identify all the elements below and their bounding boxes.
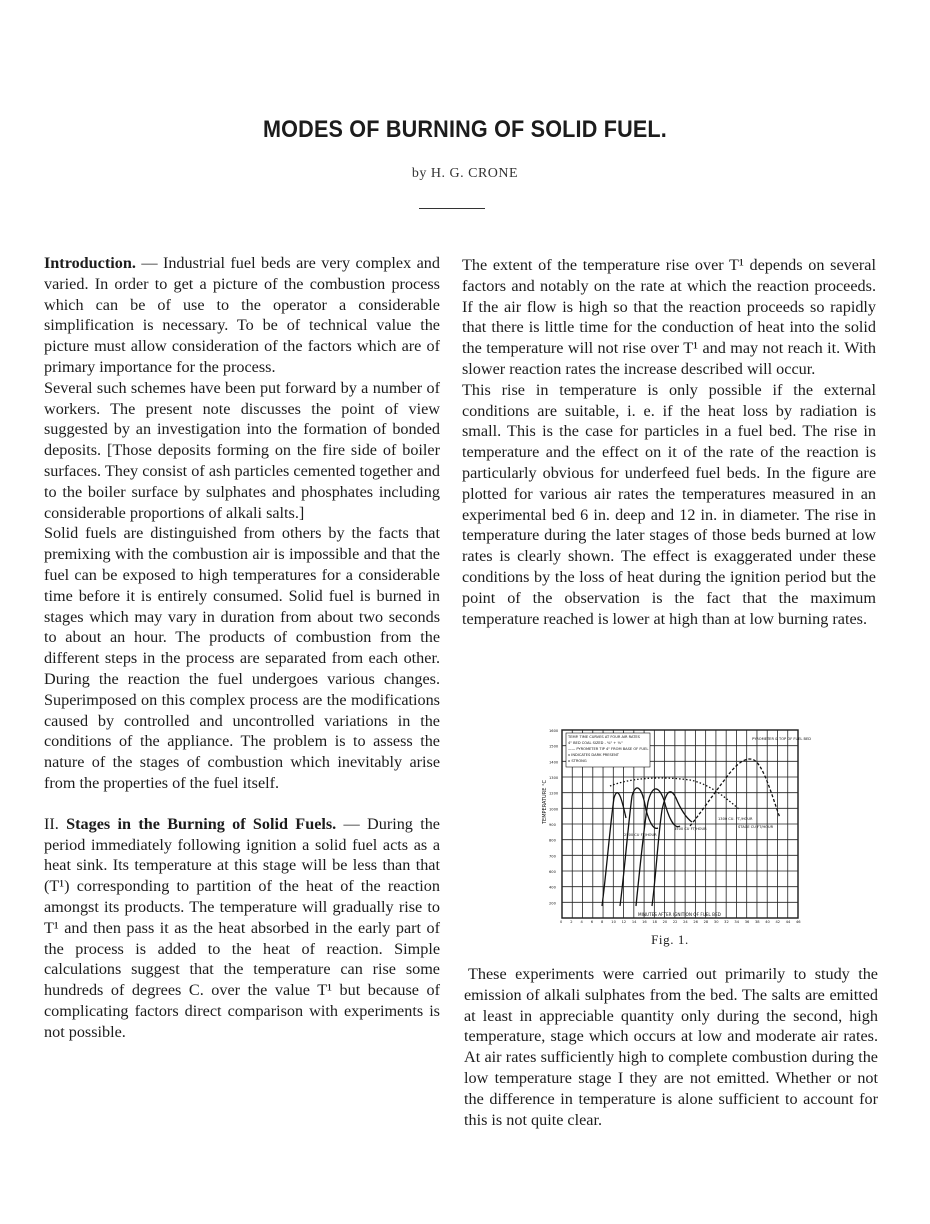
x-tick-labels [560, 920, 801, 924]
title-divider [419, 208, 485, 209]
x-tick-label: 12 [621, 920, 627, 924]
annotation-stage: STAGE CU FT/HOUR [738, 825, 774, 829]
section-2-text: — During the period immediately following ignition a solid fuel acts as a heat sink. Its temperature at this stage will be less than that (T¹) corresponding to partition of the heat of the reaction amongst its products. The temperature will gradually rise to T¹ and then pass it as the heat absorbed in the early part of the process is added to the heat of reaction. Simple calculations suggest that the temperature can rise some hundreds of degrees C. over the value T¹ but because of complicating factors direct comparison with experiments is not possible. [44, 814, 440, 1041]
y-tick-label: 400 [549, 885, 556, 890]
figure-caption: Fig. 1. [651, 932, 689, 947]
temperature-time-chart [540, 726, 812, 926]
y-tick-label: 1000 [549, 807, 559, 812]
x-tick-label: 28 [703, 920, 709, 924]
left-column [44, 253, 440, 1042]
annotation-1300: 1300 CU. FT./HOUR [718, 817, 753, 821]
legend-line-3: —— PYROMETER TIP 4" FROM BASE OF FUEL [568, 747, 649, 751]
intro-heading: Introduction. [44, 254, 136, 272]
x-tick-label: 10 [611, 920, 616, 924]
x-tick-label: 6 [590, 920, 594, 924]
y-tick-labels [549, 729, 559, 905]
x-tick-label: 42 [775, 920, 781, 924]
legend-line-2: 4" BED COAL SIZED - ⅜" + ⅛" [568, 741, 623, 745]
author-byline: by H. G. CRONE [411, 166, 519, 181]
x-tick-label: 32 [724, 920, 729, 924]
right-column-bottom [464, 964, 878, 1130]
y-tick-label: 200 [549, 901, 556, 906]
x-tick-label: 0 [560, 920, 563, 924]
legend-line-5: o STRONG [568, 759, 587, 763]
y-tick-label: 1500 [549, 744, 559, 749]
x-tick-label: 8 [601, 920, 604, 924]
page-title: MODES OF BURNING OF SOLID FUEL. [263, 116, 667, 143]
intro-paragraph-2: Several such schemes have been put forward by a number of workers. The present note discusses the point of view suggested by an investigation into the formation of bonded deposits. [Those deposits forming on the fire side of boiler surfaces. They consist of ash particles cemented together and to the boiler surface by sulphates and phosphates including considerable proportions of alkali salts.] [44, 378, 440, 522]
chart-legend [566, 733, 650, 767]
x-tick-label: 30 [713, 920, 719, 924]
y-tick-label: 700 [549, 854, 556, 859]
y-tick-label: 1600 [549, 729, 559, 733]
x-tick-label: 4 [580, 920, 583, 924]
intro-text-1: — Industrial fuel beds are very complex and varied. In order to get a picture of the combustion process which can be of use to the operator a considerable simplification is necessary. To be of technical value the picture must allow consideration of the factors which are of primary importance for the process. [44, 254, 440, 376]
y-axis-label: TEMPERATURE °C [542, 780, 548, 824]
x-tick-label: 34 [734, 920, 740, 924]
x-tick-label: 26 [693, 920, 698, 924]
x-tick-label: 14 [631, 920, 637, 924]
y-tick-label: 800 [549, 838, 556, 843]
x-tick-label: 44 [785, 920, 791, 924]
y-tick-label: 600 [549, 870, 556, 874]
right-paragraph-3: These experiments were carried out primarily to study the emission of alkali sulphates from the bed. The salts are emitted at least in appreciable quantity only during the second, high temperature, stage which occurs at low and moderate air rates. At air rates sufficiently high to complete combustion during the low temperature stage I they are not emitted. Whether or not the difference in temperature is alone sufficient to account for this is not quite clear. [464, 965, 878, 1129]
x-axis-label: MINUTES AFTER IGNITION OF FUEL BED [638, 912, 721, 917]
intro-paragraph-3: Solid fuels are distinguished from others by the facts that premixing with the combustion air is impossible and that the fuel can be exposed to high temperatures for a considerable time before it is entirely consumed. Solid fuel is burned in stages which may vary in duration from about two seconds to about an hour. The products of combustion from the different steps in the process are separated from each other. During the reaction the fuel undergoes various changes. Superimposed on this complex process are the modifications caused by controlled and uncontrolled variations in the conditions of the appliance. The problem is to assess the nature of the stages of combustion which inevitably arise from the properties of the fuel itself. [44, 524, 440, 792]
section-2-heading: Stages in the Burning of Solid Fuels. [66, 814, 337, 833]
x-tick-label: 24 [683, 920, 688, 924]
x-tick-label: 38 [754, 920, 760, 924]
y-tick-label: 1300 [549, 776, 559, 780]
x-tick-label: 18 [652, 920, 657, 924]
right-column-top [462, 255, 876, 629]
x-tick-label: 22 [672, 920, 678, 924]
x-tick-label: 40 [765, 920, 770, 924]
section-2-number: II. [44, 814, 59, 833]
y-tick-label: 1400 [549, 760, 559, 765]
x-tick-label: 20 [662, 920, 668, 924]
x-tick-label: 16 [642, 920, 647, 924]
legend-line-1: TEMP. TIME CURVES AT FOUR AIR RATES [568, 735, 640, 739]
intro-paragraph-1 [44, 253, 440, 378]
y-tick-label: 1200 [549, 791, 559, 796]
right-paragraph-2: This rise in temperature is only possible if the external conditions are suitable, i. e. if the heat loss by radiation is small. This is the case for particles in a fuel bed. The rise in temperature and the effect on it of the rate of the reaction is particularly obvious for underfeed fuel beds. In the figure are plotted for various air rates the temperatures measured in an experimental bed 6 in. deep and 12 in. in diameter. The rise in temperature during the later stages of those beds burned at low rates is clearly shown. The effect is exaggerated under these conditions by the loss of heat during the ignition period but the point of the observation is the fact that the maximum temperature reached is lower at high than at low burning rates. [462, 380, 876, 628]
x-tick-label: 36 [744, 920, 750, 924]
annotation-2500: 2500 CU FT/HOUR [624, 833, 657, 837]
legend-line-4: x INDICATES DARK PRESENT [568, 753, 619, 757]
y-tick-label: 900 [549, 823, 556, 827]
annotation-pyrometer: PYROMETER & TOP OF FUEL BED [752, 737, 812, 741]
figure-1-plot [540, 726, 812, 926]
annotation-3500: 3500 CU FT/HOUR [674, 827, 707, 831]
x-tick-label: 46 [796, 920, 801, 924]
section-2-paragraph [44, 814, 440, 1043]
x-tick-label: 2 [570, 920, 573, 924]
right-paragraph-1: The extent of the temperature rise over T¹ depends on several factors and notably on the rate at which the reaction proceeds. If the air flow is high so that the reaction proceeds so rapidly that there is little time for the conduction of heat into the solid the temperature will not rise over T¹ and may not reach it. With slower reaction rates the increase described will occur. [462, 256, 876, 378]
